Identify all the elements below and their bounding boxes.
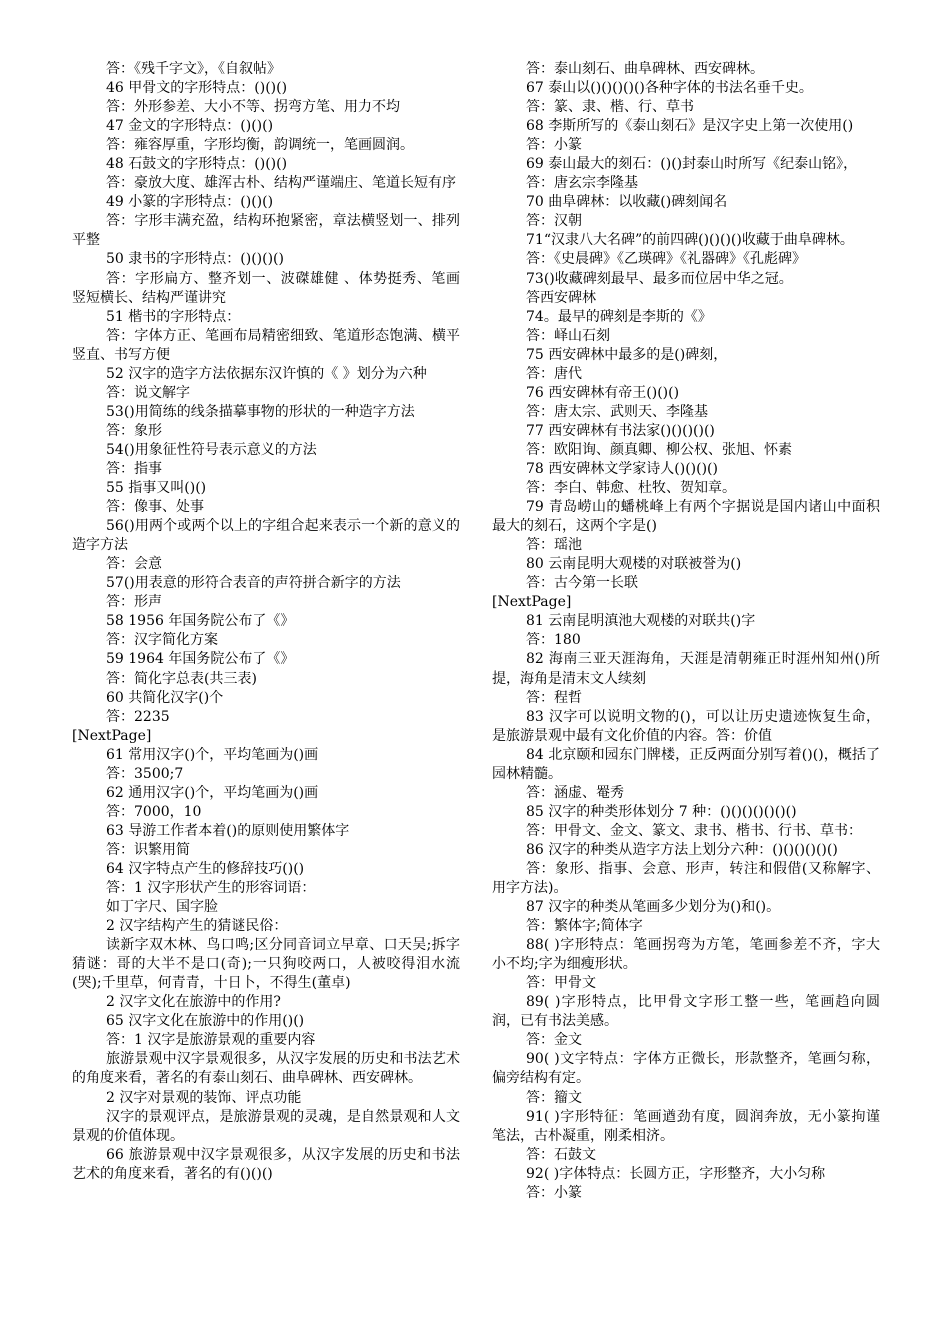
right-paragraph: 79 青岛崂山的蟠桃峰上有两个字据说是国内诸山中面积最大的刻石，这两个字是() — [492, 499, 880, 535]
right-paragraph: 92( )字体特点：长圆方正，字形整齐，大小匀称 — [526, 1165, 826, 1182]
right-paragraph: 答：金文 — [526, 1032, 582, 1049]
left-paragraph: 57()用表意的形符合表音的声符拼合新字的方法 — [106, 575, 401, 592]
left-paragraph: 答：识繁用简 — [106, 841, 190, 858]
right-paragraph: 85 汉字的种类形体划分 7 种：()()()()()()() — [526, 803, 797, 820]
left-paragraph: 51 楷书的字形特点： — [106, 308, 241, 325]
left-paragraph: 答：字形扁方、整齐划一、波磔雄健 、体势挺秀、笔画竖短横长、结构严谨讲究 — [72, 270, 460, 306]
right-paragraph: 答：唐玄宗李隆基 — [526, 175, 638, 192]
left-paragraph: 答：豪放大度、雄浑古朴、结构严谨端庄、笔道长短有序 — [106, 175, 456, 192]
right-paragraph: 88( )字形特点：笔画拐弯为方笔，笔画参差不齐，字大小不均;字为细瘦形状。 — [492, 937, 880, 973]
right-paragraph: 84 北京颐和园东门牌楼，正反两面分别写着()()，概括了园林精髓。 — [492, 746, 880, 782]
left-paragraph: 答：指事 — [106, 460, 162, 477]
left-column — [72, 60, 460, 1184]
left-paragraph: 53()用简练的线条描摹事物的形状的一种造字方法 — [106, 403, 415, 420]
right-paragraph: 70 曲阜碑林：以收藏()碑刻闻名 — [526, 194, 728, 211]
left-paragraph: 56()用两个或两个以上的字组合起来表示一个新的意义的造字方法 — [72, 518, 460, 554]
right-paragraph: 81 云南昆明滇池大观楼的对联共()字 — [526, 613, 756, 630]
right-paragraph: 74。最早的碑刻是李斯的《》 — [526, 308, 712, 325]
right-paragraph: 答：石鼓文 — [526, 1146, 596, 1163]
left-paragraph: 答：雍容厚重，字形均衡，韵调统一，笔画圆润。 — [106, 137, 414, 154]
left-paragraph: 60 共简化汉字()个 — [106, 689, 224, 706]
left-paragraph: 答：字体方正、笔画布局精密细致、笔道形态饱满、横平竖直、书写方便 — [72, 327, 460, 363]
left-paragraph: 66 旅游景观中汉字景观很多，从汉字发展的历史和书法艺术的角度来看，著名的有()()() — [72, 1146, 460, 1182]
right-paragraph: 77 西安碑林有书法家()()()()() — [526, 422, 715, 439]
left-paragraph: 答：汉字简化方案 — [106, 632, 218, 649]
left-paragraph: 65 汉字文化在旅游中的作用()() — [106, 1013, 305, 1030]
right-paragraph: 答：甲骨文 — [526, 975, 596, 992]
left-paragraph: 旅游景观中汉字景观很多，从汉字发展的历史和书法艺术的角度来看，著名的有泰山刻石、曲阜碑林、西安碑林。 — [72, 1051, 460, 1087]
left-paragraph: 58 1956 年国务院公布了《》 — [106, 613, 295, 630]
left-paragraph: 答：外形参差、大小不等、拐弯方笔、用力不均 — [106, 99, 400, 116]
left-paragraph: 汉字的景观评点，是旅游景观的灵魂，是自然景观和人文景观的价值体现。 — [72, 1108, 460, 1144]
right-paragraph: 91( )字形特征：笔画遒劲有度，圆润奔放，无小篆拘谨笔法，古朴凝重，刚柔相济。 — [492, 1108, 880, 1144]
right-paragraph: 答：古今第一长联 — [526, 575, 638, 592]
right-paragraph: 86 汉字的种类从造字方法上划分六种：()()()()()() — [526, 841, 838, 858]
left-paragraph: 答：说文解字 — [106, 384, 190, 401]
left-paragraph: 答：简化字总表(共三表) — [106, 670, 257, 687]
left-paragraph: 答：7000，10 — [106, 803, 202, 820]
left-paragraph: 答：会意 — [106, 556, 162, 573]
right-paragraph: 87 汉字的种类从笔画多少划分为()和()。 — [526, 899, 781, 916]
right-paragraph: 89( )字形特点，比甲骨文字形工整一些，笔画趋向圆润，已有书法美感。 — [492, 994, 880, 1030]
left-paragraph: 50 隶书的字形特点：()()()() — [106, 251, 284, 268]
left-paragraph: 2 汉字结构产生的猜谜民俗： — [106, 918, 288, 935]
right-paragraph: 90( )文字特点：字体方正微长，形款整齐，笔画匀称，偏旁结构有定。 — [492, 1051, 880, 1087]
right-paragraph: 答：峄山石刻 — [526, 327, 610, 344]
right-paragraph: 69 泰山最大的刻石：()()封泰山时所写《纪泰山铭》， — [526, 156, 858, 173]
left-paragraph: 59 1964 年国务院公布了《》 — [106, 651, 295, 668]
right-paragraph: 67 泰山以()()()()()各种字体的书法名垂千史。 — [526, 80, 813, 97]
right-paragraph: 答：唐代 — [526, 365, 582, 382]
right-paragraph: 答：汉朝 — [526, 213, 582, 230]
left-paragraph: 63 导游工作者本着()的原则使用繁体字 — [106, 822, 350, 839]
right-paragraph: 答：籀文 — [526, 1089, 582, 1106]
right-paragraph: 答：程哲 — [526, 689, 582, 706]
left-paragraph: 答：字形丰满充盈，结构环抱紧密，章法横竖划一、排列平整 — [72, 213, 460, 249]
page-break-marker: [NextPage] — [72, 727, 152, 744]
left-paragraph: 2 汉字对景观的装饰、评点功能 — [106, 1089, 302, 1106]
left-paragraph: 答：像事、处事 — [106, 499, 204, 516]
left-paragraph: 55 指事又叫()() — [106, 480, 207, 497]
right-paragraph: 答：繁体字;简体字 — [526, 918, 643, 935]
left-paragraph: 答：2235 — [106, 708, 170, 725]
left-paragraph: 答：象形 — [106, 422, 162, 439]
right-paragraph: 68 李斯所写的《泰山刻石》是汉字史上第一次使用() — [526, 118, 854, 135]
right-paragraph: 答：小篆 — [526, 1184, 582, 1201]
left-paragraph: 答：1 汉字形状产生的形容词语： — [106, 880, 316, 897]
left-paragraph: 61 常用汉字()个，平均笔画为()画 — [106, 746, 319, 763]
left-paragraph: 如丁字尺、国字脸 — [106, 899, 218, 916]
right-paragraph: 答西安碑林 — [526, 289, 596, 306]
left-paragraph: 读新字双木林、鸟口鸣;区分同音词立早章、口天吴;拆字猜谜：哥的大半不是口(奇);一只狗咬两口，人被咬得泪水流(哭);千里草，何青青，十日卜，不得生(董卓) — [72, 937, 460, 992]
left-paragraph: 62 通用汉字()个，平均笔画为()画 — [106, 784, 319, 801]
left-paragraph: 49 小篆的字形特点：()()() — [106, 194, 274, 211]
left-paragraph: 54()用象征性符号表示意义的方法 — [106, 441, 317, 458]
left-paragraph: 47 金文的字形特点：()()() — [106, 118, 274, 135]
page-break-marker: [NextPage] — [492, 594, 572, 611]
left-paragraph: 48 石鼓文的字形特点：()()() — [106, 156, 288, 173]
right-paragraph: 76 西安碑林有帝王()()() — [526, 384, 680, 401]
right-paragraph: 答：欧阳询、颜真卿、柳公权、张旭、怀素 — [526, 441, 792, 458]
right-paragraph: 73()收藏碑刻最早、最多而位居中华之冠。 — [526, 270, 793, 287]
right-paragraph: 82 海南三亚天涯海角，天涯是清朝雍正时涯州知州()所提，海角是清末文人续刻 — [492, 651, 880, 687]
right-paragraph: 答：象形、指事、会意、形声，转注和假借(又称解字、用字方法)。 — [492, 860, 880, 897]
right-paragraph: 答：篆、隶、楷、行、草书 — [526, 99, 694, 116]
right-paragraph: 答：泰山刻石、曲阜碑林、西安碑林。 — [526, 61, 764, 77]
right-paragraph: 83 汉字可以说明文物的()，可以让历史遗迹恢复生命，是旅游景观中最有文化价值的内容。答：价值 — [492, 708, 880, 744]
right-paragraph: 78 西安碑林文学家诗人()()()() — [526, 460, 718, 477]
right-paragraph: 答：小篆 — [526, 137, 582, 154]
right-paragraph: 答：唐太宗、武则天、李隆基 — [526, 403, 708, 420]
left-paragraph: 答：1 汉字是旅游景观的重要内容 — [106, 1032, 316, 1049]
right-paragraph: 答：《史晨碑》《乙瑛碑》《礼器碑》《孔彪碑》 — [526, 251, 806, 268]
right-paragraph: 71“汉隶八大名碑”的前四碑()()()()收藏于曲阜碑林。 — [526, 232, 854, 249]
right-paragraph: 答：甲骨文、金文、篆文、隶书、楷书、行书、草书： — [526, 822, 862, 839]
right-paragraph: 答：涵虚、罨秀 — [526, 784, 624, 801]
left-paragraph: 64 汉字特点产生的修辞技巧()() — [106, 860, 305, 877]
right-paragraph: 答：180 — [526, 632, 581, 649]
right-paragraph: 答：李白、韩愈、杜牧、贺知章。 — [526, 480, 736, 497]
right-paragraph: 75 西安碑林中最多的是()碑刻， — [526, 346, 728, 363]
right-column — [492, 60, 880, 1203]
left-paragraph: 答：《残千字文》，《自叙帖》 — [106, 61, 281, 77]
right-paragraph: 答：瑶池 — [526, 537, 582, 554]
left-paragraph: 答：形声 — [106, 594, 162, 611]
left-paragraph: 答：3500;7 — [106, 765, 184, 782]
right-paragraph: 80 云南昆明大观楼的对联被誉为() — [526, 556, 742, 573]
left-paragraph: 46 甲骨文的字形特点：()()() — [106, 80, 288, 97]
left-paragraph: 2 汉字文化在旅游中的作用? — [106, 994, 281, 1011]
left-paragraph: 52 汉字的造字方法依据东汉许慎的《 》划分为六种 — [106, 365, 427, 382]
